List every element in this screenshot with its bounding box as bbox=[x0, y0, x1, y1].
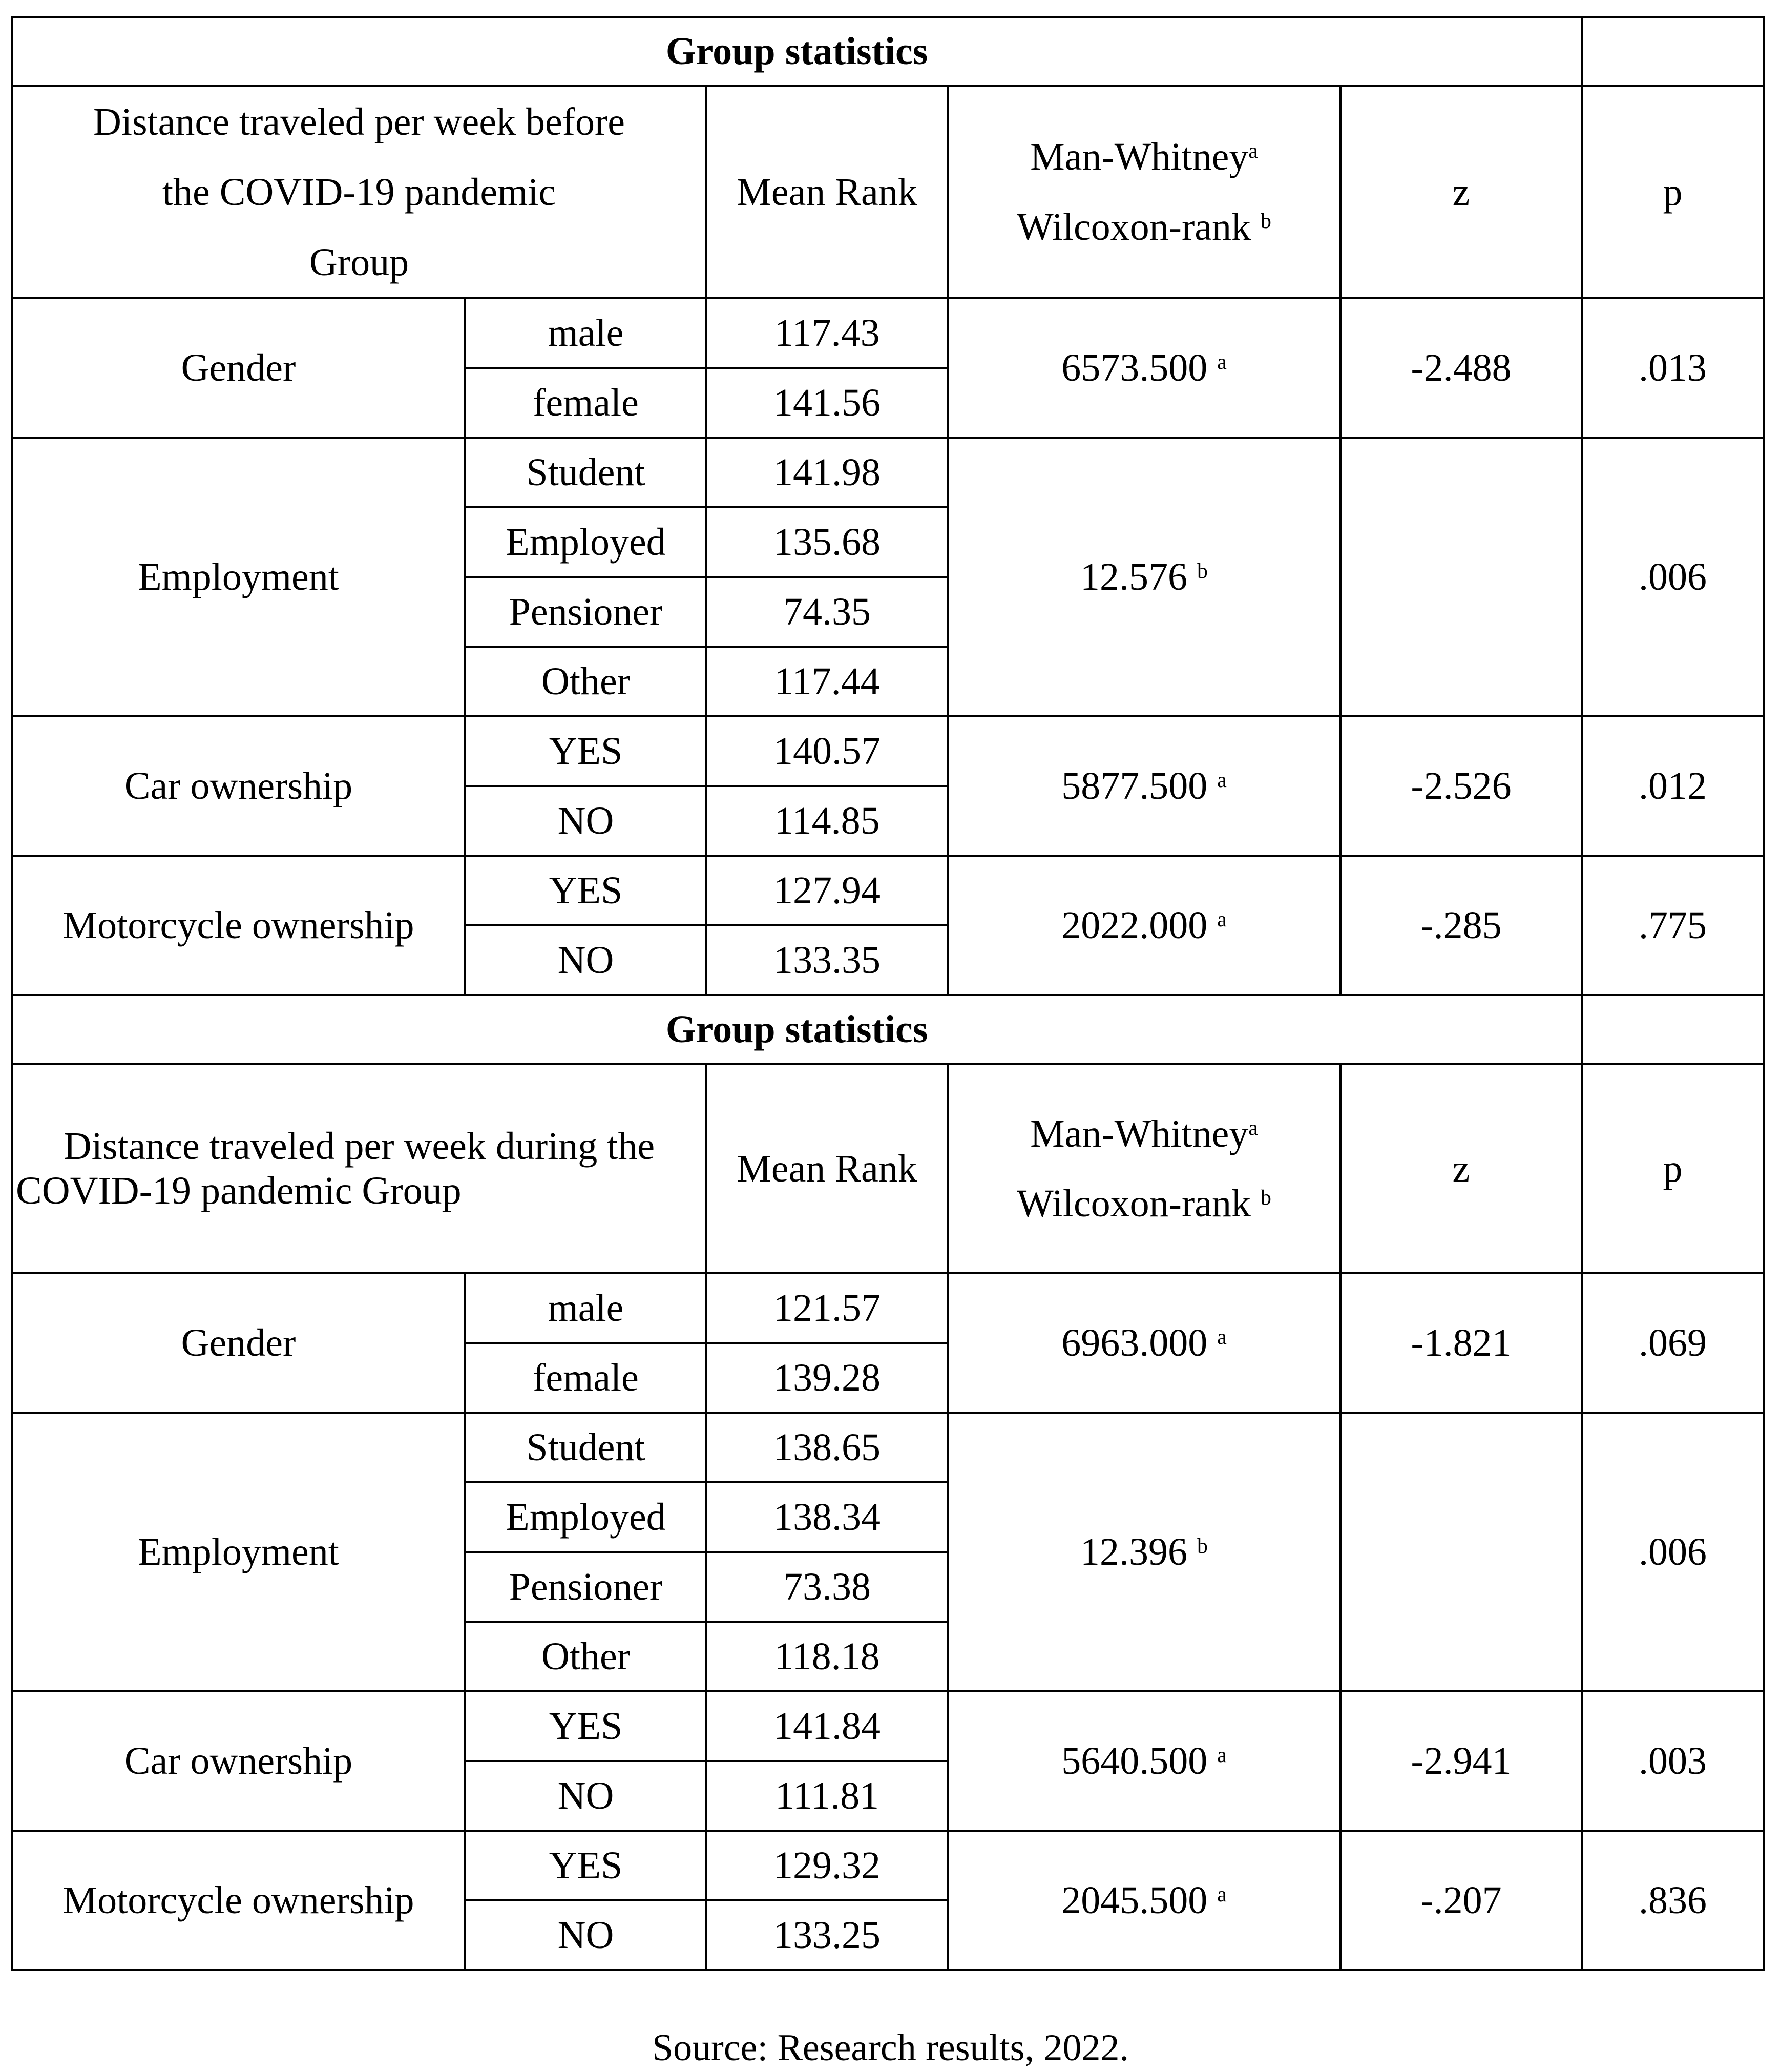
category: YES bbox=[465, 1831, 706, 1900]
p-value: .836 bbox=[1582, 1831, 1764, 1970]
test-statistic-value: 2022.000 bbox=[1061, 903, 1208, 947]
p-value: .069 bbox=[1582, 1273, 1764, 1413]
table-row bbox=[12, 1691, 1764, 1761]
mean-rank: 133.35 bbox=[706, 925, 948, 995]
table-title: Group statistics bbox=[12, 995, 1582, 1064]
test-statistic bbox=[948, 856, 1340, 995]
header-test-statistic bbox=[948, 1064, 1340, 1273]
p-value: .775 bbox=[1582, 856, 1764, 995]
category: Other bbox=[465, 647, 706, 716]
mean-rank: 121.57 bbox=[706, 1273, 948, 1343]
header-group-label: Distance traveled per week during the COVID-19 pandemic Group bbox=[12, 1064, 706, 1273]
group-name: Employment bbox=[12, 1413, 465, 1691]
z-value: -.207 bbox=[1340, 1831, 1582, 1970]
p-value: .003 bbox=[1582, 1691, 1764, 1831]
table-title: Group statistics bbox=[12, 17, 1582, 86]
test-statistic-value: 5640.500 bbox=[1061, 1739, 1208, 1783]
empty-cell bbox=[1582, 17, 1764, 86]
z-value: -1.821 bbox=[1340, 1273, 1582, 1413]
test-statistic bbox=[948, 716, 1340, 856]
category: NO bbox=[465, 1900, 706, 1970]
z-value: -.285 bbox=[1340, 856, 1582, 995]
table-header-row bbox=[12, 86, 1764, 298]
footnote-marker: b bbox=[1197, 1534, 1208, 1558]
header-z: z bbox=[1340, 86, 1582, 298]
category: YES bbox=[465, 716, 706, 786]
group-name: Motorcycle ownership bbox=[12, 1831, 465, 1970]
category: NO bbox=[465, 1761, 706, 1831]
test-statistic bbox=[948, 1413, 1340, 1691]
mean-rank: 111.81 bbox=[706, 1761, 948, 1831]
footnote-marker: a bbox=[1217, 350, 1227, 374]
footnote-marker: b bbox=[1261, 210, 1271, 234]
mean-rank: 138.65 bbox=[706, 1413, 948, 1482]
group-name: Gender bbox=[12, 1273, 465, 1413]
category: NO bbox=[465, 925, 706, 995]
mean-rank: 141.84 bbox=[706, 1691, 948, 1761]
test-statistic bbox=[948, 1831, 1340, 1970]
category: Pensioner bbox=[465, 1552, 706, 1622]
header-group-label-line: the COVID-19 pandemic bbox=[162, 170, 556, 214]
category: YES bbox=[465, 856, 706, 925]
group-name: Car ownership bbox=[12, 716, 465, 856]
mean-rank: 117.43 bbox=[706, 298, 948, 368]
group-name: Employment bbox=[12, 438, 465, 716]
table-title-row bbox=[12, 17, 1764, 86]
header-wilcoxon-rank: Wilcoxon-rank bbox=[1017, 1182, 1251, 1226]
mean-rank: 129.32 bbox=[706, 1831, 948, 1900]
category: Employed bbox=[465, 1482, 706, 1552]
table-row bbox=[12, 716, 1764, 786]
category: female bbox=[465, 1343, 706, 1413]
mean-rank: 133.25 bbox=[706, 1900, 948, 1970]
footnote-marker: a bbox=[1217, 907, 1227, 931]
category: NO bbox=[465, 786, 706, 856]
group-statistics-table bbox=[11, 16, 1765, 1971]
test-statistic-value: 6573.500 bbox=[1061, 346, 1208, 389]
mean-rank: 74.35 bbox=[706, 577, 948, 647]
mean-rank: 138.34 bbox=[706, 1482, 948, 1552]
table-title-row bbox=[12, 995, 1764, 1064]
z-value: -2.488 bbox=[1340, 298, 1582, 438]
p-value: .012 bbox=[1582, 716, 1764, 856]
header-group-label-line: Group bbox=[309, 240, 409, 284]
footnote-marker: a bbox=[1248, 139, 1258, 163]
footnote-marker: a bbox=[1248, 1116, 1258, 1140]
footnote-marker: a bbox=[1217, 1325, 1227, 1349]
header-p: p bbox=[1582, 1064, 1764, 1273]
mean-rank: 135.68 bbox=[706, 507, 948, 577]
table-row bbox=[12, 298, 1764, 368]
p-value: .006 bbox=[1582, 1413, 1764, 1691]
mean-rank: 140.57 bbox=[706, 716, 948, 786]
header-mean-rank: Mean Rank bbox=[706, 86, 948, 298]
footnote-marker: a bbox=[1217, 768, 1227, 792]
category: YES bbox=[465, 1691, 706, 1761]
mean-rank: 118.18 bbox=[706, 1622, 948, 1691]
mean-rank: 139.28 bbox=[706, 1343, 948, 1413]
header-man-whitney: Man-Whitney bbox=[1030, 135, 1249, 179]
test-statistic bbox=[948, 1273, 1340, 1413]
mean-rank: 73.38 bbox=[706, 1552, 948, 1622]
test-statistic-value: 12.576 bbox=[1080, 555, 1188, 598]
table-row bbox=[12, 1831, 1764, 1900]
header-group-label bbox=[12, 86, 706, 298]
z-value bbox=[1340, 1413, 1582, 1691]
mean-rank: 114.85 bbox=[706, 786, 948, 856]
table-row bbox=[12, 1413, 1764, 1482]
test-statistic bbox=[948, 1691, 1340, 1831]
header-mean-rank: Mean Rank bbox=[706, 1064, 948, 1273]
table-row bbox=[12, 856, 1764, 925]
mean-rank: 141.98 bbox=[706, 438, 948, 507]
category: Other bbox=[465, 1622, 706, 1691]
group-name: Motorcycle ownership bbox=[12, 856, 465, 995]
category: Student bbox=[465, 1413, 706, 1482]
header-wilcoxon-rank: Wilcoxon-rank bbox=[1017, 205, 1251, 249]
test-statistic bbox=[948, 438, 1340, 716]
table-header-row bbox=[12, 1064, 1764, 1273]
header-man-whitney: Man-Whitney bbox=[1030, 1112, 1249, 1155]
test-statistic-value: 5877.500 bbox=[1061, 764, 1208, 807]
header-group-label-line: Distance traveled per week before bbox=[93, 100, 625, 143]
mean-rank: 127.94 bbox=[706, 856, 948, 925]
category: Employed bbox=[465, 507, 706, 577]
p-value: .013 bbox=[1582, 298, 1764, 438]
test-statistic-value: 6963.000 bbox=[1061, 1321, 1208, 1364]
footnote-marker: b bbox=[1261, 1186, 1271, 1210]
test-statistic bbox=[948, 298, 1340, 438]
header-test-statistic bbox=[948, 86, 1340, 298]
z-value bbox=[1340, 438, 1582, 716]
mean-rank: 117.44 bbox=[706, 647, 948, 716]
empty-cell bbox=[1582, 995, 1764, 1064]
header-p: p bbox=[1582, 86, 1764, 298]
source-caption: Source: Research results, 2022. bbox=[652, 2027, 1129, 2069]
category: male bbox=[465, 1273, 706, 1343]
footnote-marker: a bbox=[1217, 1743, 1227, 1767]
header-z: z bbox=[1340, 1064, 1582, 1273]
footnote-marker: b bbox=[1197, 559, 1208, 583]
category: female bbox=[465, 368, 706, 438]
test-statistic-value: 12.396 bbox=[1080, 1530, 1188, 1573]
category: Pensioner bbox=[465, 577, 706, 647]
footnote-marker: a bbox=[1217, 1882, 1227, 1907]
test-statistic-value: 2045.500 bbox=[1061, 1878, 1208, 1922]
group-name: Car ownership bbox=[12, 1691, 465, 1831]
category: Student bbox=[465, 438, 706, 507]
table-row bbox=[12, 1273, 1764, 1343]
group-name: Gender bbox=[12, 298, 465, 438]
category: male bbox=[465, 298, 706, 368]
z-value: -2.941 bbox=[1340, 1691, 1582, 1831]
z-value: -2.526 bbox=[1340, 716, 1582, 856]
table-row bbox=[12, 438, 1764, 507]
p-value: .006 bbox=[1582, 438, 1764, 716]
mean-rank: 141.56 bbox=[706, 368, 948, 438]
